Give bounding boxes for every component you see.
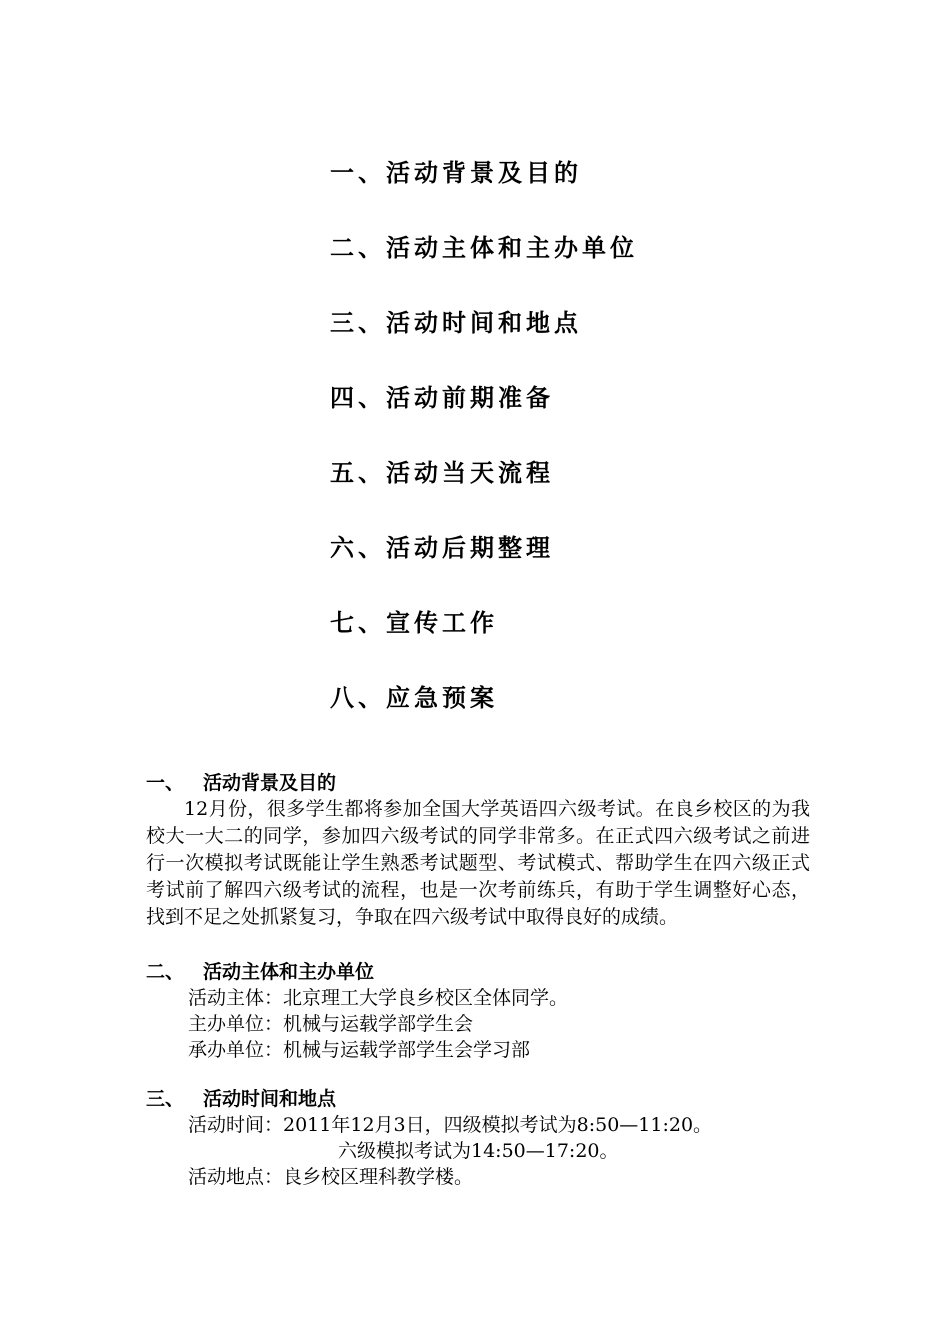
host-unit-line: 主办单位：机械与运载学部学生会 — [188, 1013, 474, 1035]
section-2-title: 活动主体和主办单位 — [203, 961, 375, 983]
activity-time-continuation: 六级模拟考试为14:50—17:20。 — [338, 1140, 619, 1162]
section-3-number: 三、 — [146, 1088, 185, 1110]
toc-item-7: 七、宣传工作 — [330, 609, 498, 637]
document-body — [146, 770, 810, 1190]
toc-item-3: 三、活动时间和地点 — [330, 309, 582, 337]
toc-item-1: 一、活动背景及目的 — [330, 159, 582, 187]
section-2-number: 二、 — [146, 961, 185, 983]
spacer — [146, 931, 810, 959]
section-1-number: 一、 — [146, 772, 185, 794]
section-1-title: 活动背景及目的 — [203, 772, 337, 794]
toc-item-6: 六、活动后期整理 — [330, 534, 554, 562]
toc-item-5: 五、活动当天流程 — [330, 459, 554, 487]
organizer-unit-line: 承办单位：机械与运载学部学生会学习部 — [188, 1039, 531, 1061]
activity-time-line: 活动时间：2011年12月3日，四级模拟考试为8:50—11:20。 — [188, 1114, 713, 1136]
table-of-contents — [330, 153, 638, 753]
toc-item-4: 四、活动前期准备 — [330, 384, 554, 412]
toc-item-2: 二、活动主体和主办单位 — [330, 234, 638, 262]
section-2-heading — [146, 959, 810, 985]
section-3-heading — [146, 1086, 810, 1112]
section-1-heading — [146, 770, 810, 796]
toc-item-8: 八、应急预案 — [330, 684, 498, 712]
activity-subject-line: 活动主体：北京理工大学良乡校区全体同学。 — [188, 987, 569, 1009]
section-3-title: 活动时间和地点 — [203, 1088, 337, 1110]
spacer — [146, 1063, 810, 1086]
activity-place-line: 活动地点：良乡校区理科教学楼。 — [188, 1166, 474, 1188]
section-1-paragraph: 12月份，很多学生都将参加全国大学英语四六级考试。在良乡校区的为我校大一大二的同学，参加四六级考试的同学非常多。在正式四六级考试之前进行一次模拟考试既能让学生熟悉考试题型、考试模式、帮助学生在四六级正式考试前了解四六级考试的流程，也是一次考前练兵，有助于学生调整好心态，找到不足之处抓紧复习，争取在四六级考试中取得良好的成绩。 — [146, 798, 810, 928]
